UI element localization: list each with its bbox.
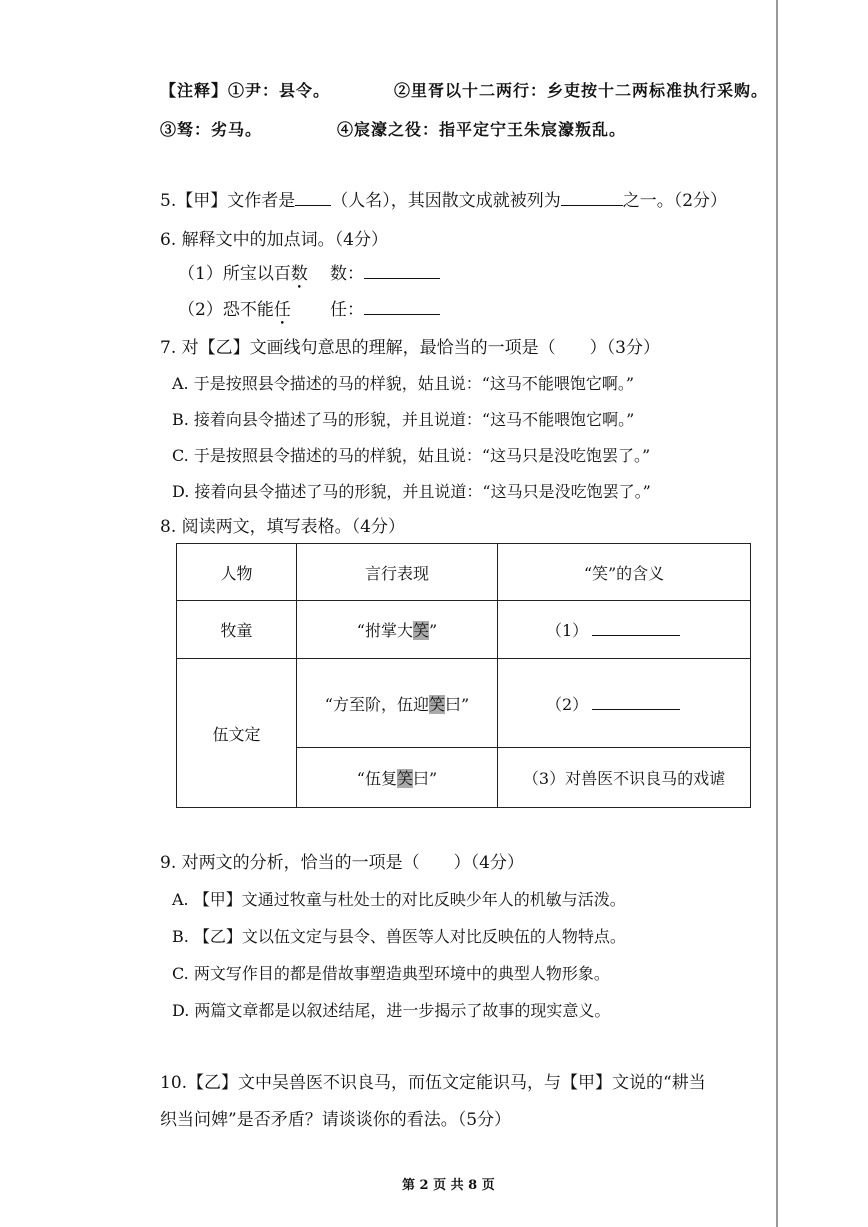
question-8-stem: 8. 阅读两文，填写表格。（4分） xyxy=(160,517,405,537)
note-1: 【注释】①尹：县令。 xyxy=(160,81,331,100)
q9-option-c[interactable]: C. 两文写作目的都是借故事塑造典型环境中的典型人物形象。 xyxy=(172,964,610,983)
table-row xyxy=(177,601,751,659)
q6-item-2-text: （2）恐不能 xyxy=(178,300,274,320)
q7-option-d[interactable]: D. 接着向县令描述了马的形貌，并且说道：“这马只是没吃饱罢了。” xyxy=(172,482,651,501)
header-actions: 言行表现 xyxy=(297,544,498,601)
action-2-post: 曰” xyxy=(445,694,470,714)
meaning-1-blank[interactable] xyxy=(592,635,680,636)
action-2-highlight: 笑 xyxy=(428,694,445,714)
action-3-pre: “伍复 xyxy=(356,769,397,788)
action-1-pre: “拊掌大 xyxy=(356,621,413,640)
q6-item-1-blank[interactable] xyxy=(364,278,440,279)
header-person: 人物 xyxy=(177,544,297,601)
q5-prefix: 5.【甲】文作者是 xyxy=(160,191,296,211)
question-10-line-1: 10.【乙】文中吴兽医不识良马，而伍文定能识马，与【甲】文说的“耕当 xyxy=(160,1073,706,1093)
q7-option-c[interactable]: C. 于是按照县令描述的马的样貌，姑且说：“这马只是没吃饱罢了。” xyxy=(172,446,651,465)
table-header-row xyxy=(177,544,751,601)
q9-option-b[interactable]: B. 【乙】文以伍文定与县令、兽医等人对比反映伍的人物特点。 xyxy=(172,927,626,946)
cell-action-3 xyxy=(297,748,498,808)
q9-option-d[interactable]: D. 两篇文章都是以叙述结尾，进一步揭示了故事的现实意义。 xyxy=(172,1001,611,1020)
page-number: 第 2 页 共 8 页 xyxy=(402,1178,495,1193)
table-row xyxy=(177,659,751,748)
cell-meaning-1 xyxy=(498,601,751,659)
q7-option-a[interactable]: A. 于是按照县令描述的马的样貌，姑且说：“这马不能喂饱它啊。” xyxy=(172,374,635,393)
q5-mid: （人名），其因散文成就被列为 xyxy=(331,191,561,211)
cell-meaning-3: （3）对兽医不识良马的戏谑 xyxy=(498,748,751,808)
q9-option-a[interactable]: A. 【甲】文通过牧童与杜处士的对比反映少年人的机敏与活泼。 xyxy=(172,890,626,909)
q6-item-1-label: 数： xyxy=(330,264,364,284)
q6-item-1 xyxy=(178,266,308,283)
meaning-2-label: （2） xyxy=(546,694,589,714)
meaning-2-blank[interactable] xyxy=(592,709,680,710)
question-7-stem: 7. 对【乙】文画线句意思的理解，最恰当的一项是（ ）（3分） xyxy=(160,338,660,358)
q6-item-2-dotted-word: 任 xyxy=(273,300,291,320)
q6-item-2-blank[interactable] xyxy=(364,314,440,315)
action-2-pre: “方至阶，伍迎 xyxy=(324,694,429,714)
q8-table xyxy=(176,543,751,808)
scan-edge-line xyxy=(776,0,778,1227)
action-1-highlight: 笑 xyxy=(412,621,429,640)
meaning-1-label: （1） xyxy=(546,621,589,640)
q7-option-b[interactable]: B. 接着向县令描述了马的形貌，并且说道：“这马不能喂饱它啊。” xyxy=(172,410,635,429)
cell-person-1: 牧童 xyxy=(177,601,297,659)
question-9-stem: 9. 对两文的分析，恰当的一项是（ ）（4分） xyxy=(160,853,524,873)
cell-action-2 xyxy=(297,659,498,748)
q6-item-2 xyxy=(178,302,291,319)
q6-item-2-label: 任： xyxy=(330,300,364,320)
question-5 xyxy=(160,193,727,210)
q5-blank-author[interactable] xyxy=(295,205,331,206)
question-6-stem: 6. 解释文中的加点词。（4分） xyxy=(160,230,388,250)
cell-action-1 xyxy=(297,601,498,659)
q5-blank-group[interactable] xyxy=(561,205,623,206)
q6-item-1-dotted-word: 数 xyxy=(290,264,308,284)
q5-suffix: 之一。（2分） xyxy=(622,191,728,211)
note-2: ②里胥以十二两行：乡吏按十二两标准执行采购。 xyxy=(394,81,769,100)
q6-item-2-answer xyxy=(330,302,440,319)
action-3-post: 曰” xyxy=(413,769,438,788)
note-3: ③驽：劣马。 xyxy=(160,120,263,139)
q6-item-1-text: （1）所宝以百 xyxy=(178,264,291,284)
question-10-line-2: 织当问婢”是否矛盾？请谈谈你的看法。（5分） xyxy=(160,1110,512,1130)
action-3-highlight: 笑 xyxy=(396,769,413,788)
action-1-post: ” xyxy=(429,621,438,640)
q6-item-1-answer xyxy=(330,266,440,283)
cell-meaning-2 xyxy=(498,659,751,748)
header-meaning: “笑”的含义 xyxy=(498,544,751,601)
note-4: ④宸濠之役：指平定宁王朱宸濠叛乱。 xyxy=(337,120,627,139)
cell-person-2: 伍文定 xyxy=(177,659,297,808)
